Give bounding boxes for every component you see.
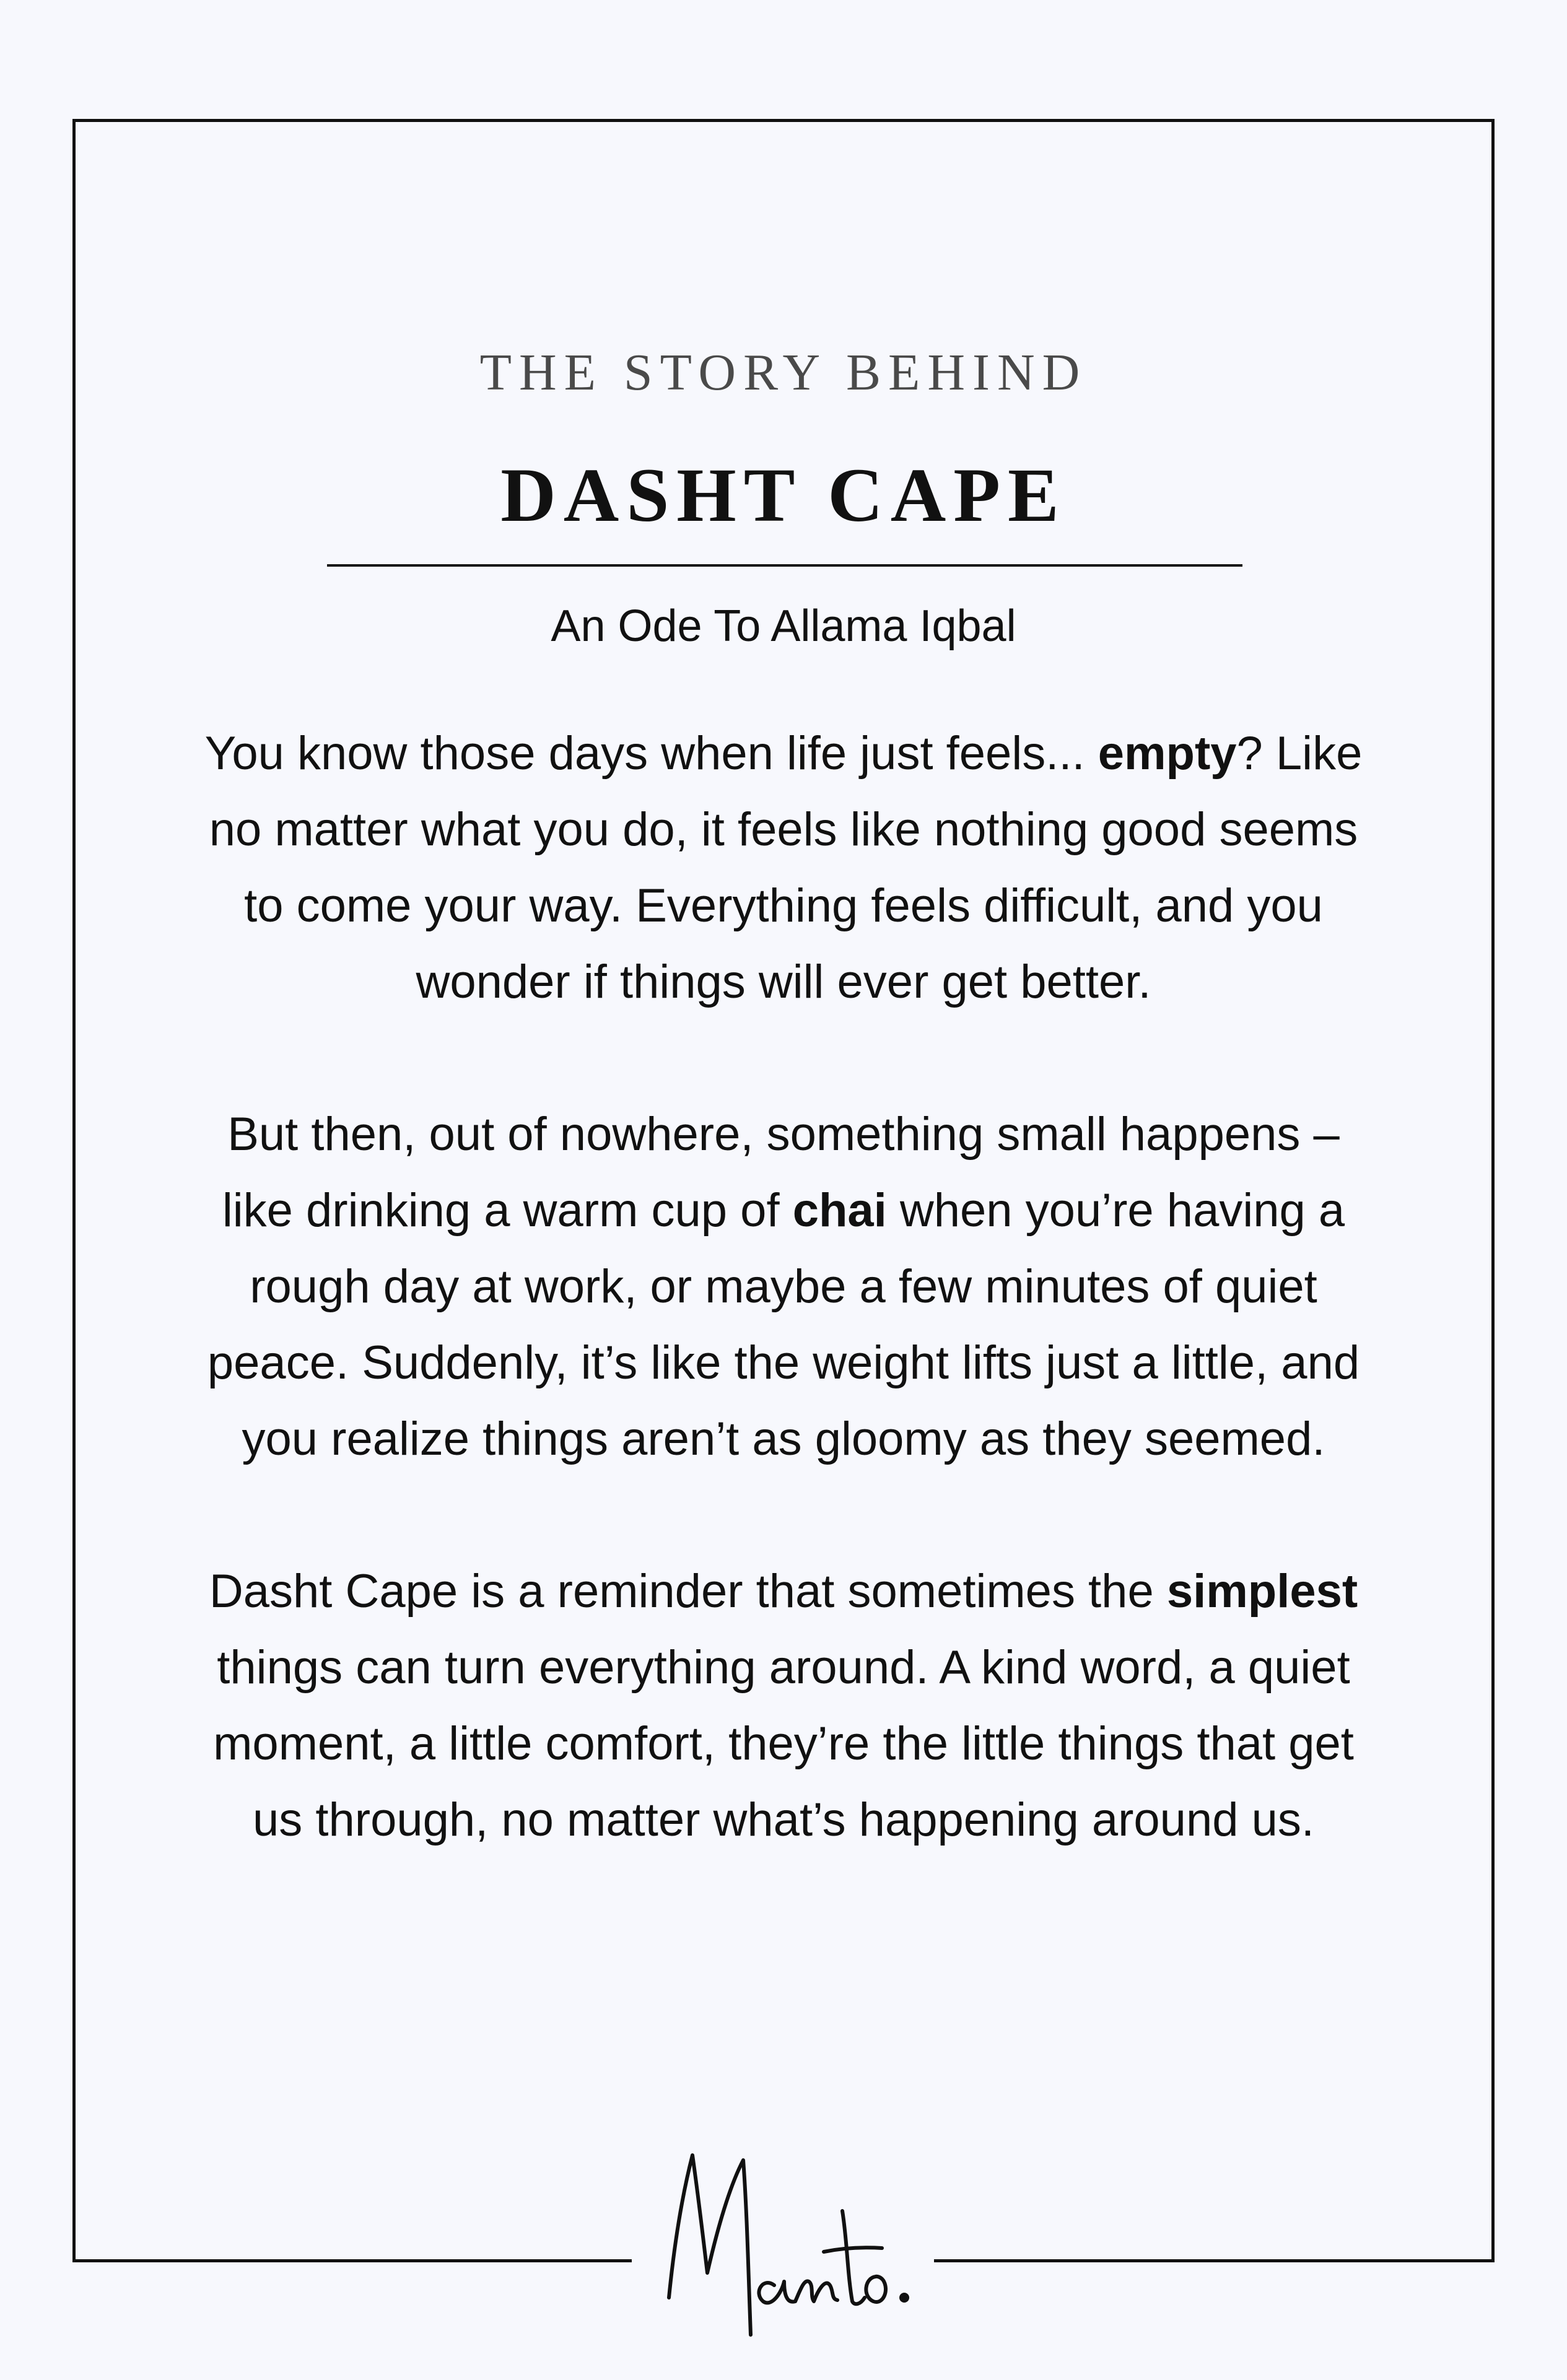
paragraph-text: You know those days when life just feels...	[204, 727, 1098, 780]
paragraph-text: But then, out of nowhere, something small happens – like drinking a warm cup of	[222, 1108, 1340, 1237]
paragraph-text: Dasht Cape is a reminder that sometimes the	[209, 1565, 1167, 1618]
emphasis-word: empty	[1098, 727, 1237, 780]
signature-icon	[644, 2130, 923, 2341]
page-subtitle: An Ode To Allama Iqbal	[551, 601, 1016, 651]
title-divider	[327, 564, 1242, 567]
story-paragraph-2	[186, 1096, 1381, 1477]
story-paragraph-1	[186, 715, 1381, 1020]
kicker-heading: THE STORY BEHIND	[479, 344, 1088, 401]
page-title: DASHT CAPE	[500, 453, 1067, 538]
story-body	[186, 715, 1381, 1858]
paragraph-text: ? Like no matter what you do, it feels like nothing good seems to come your way. Everything feels difficult, and you wonder if things will ever get better.	[209, 727, 1363, 1008]
paragraph-text: things can turn everything around. A kind word, a quiet moment, a little comfort, they’re the little things that get us through, no matter what’s happening around us.	[213, 1641, 1354, 1846]
emphasis-word: chai	[792, 1184, 887, 1237]
story-paragraph-3	[186, 1553, 1381, 1858]
emphasis-word: simplest	[1166, 1565, 1358, 1618]
paragraph-text: when you’re having a rough day at work, or maybe a few minutes of quiet peace. Suddenly, it’s like the weight lifts just a little, and you realize things aren’t as gloomy as they seemed.	[207, 1184, 1360, 1465]
